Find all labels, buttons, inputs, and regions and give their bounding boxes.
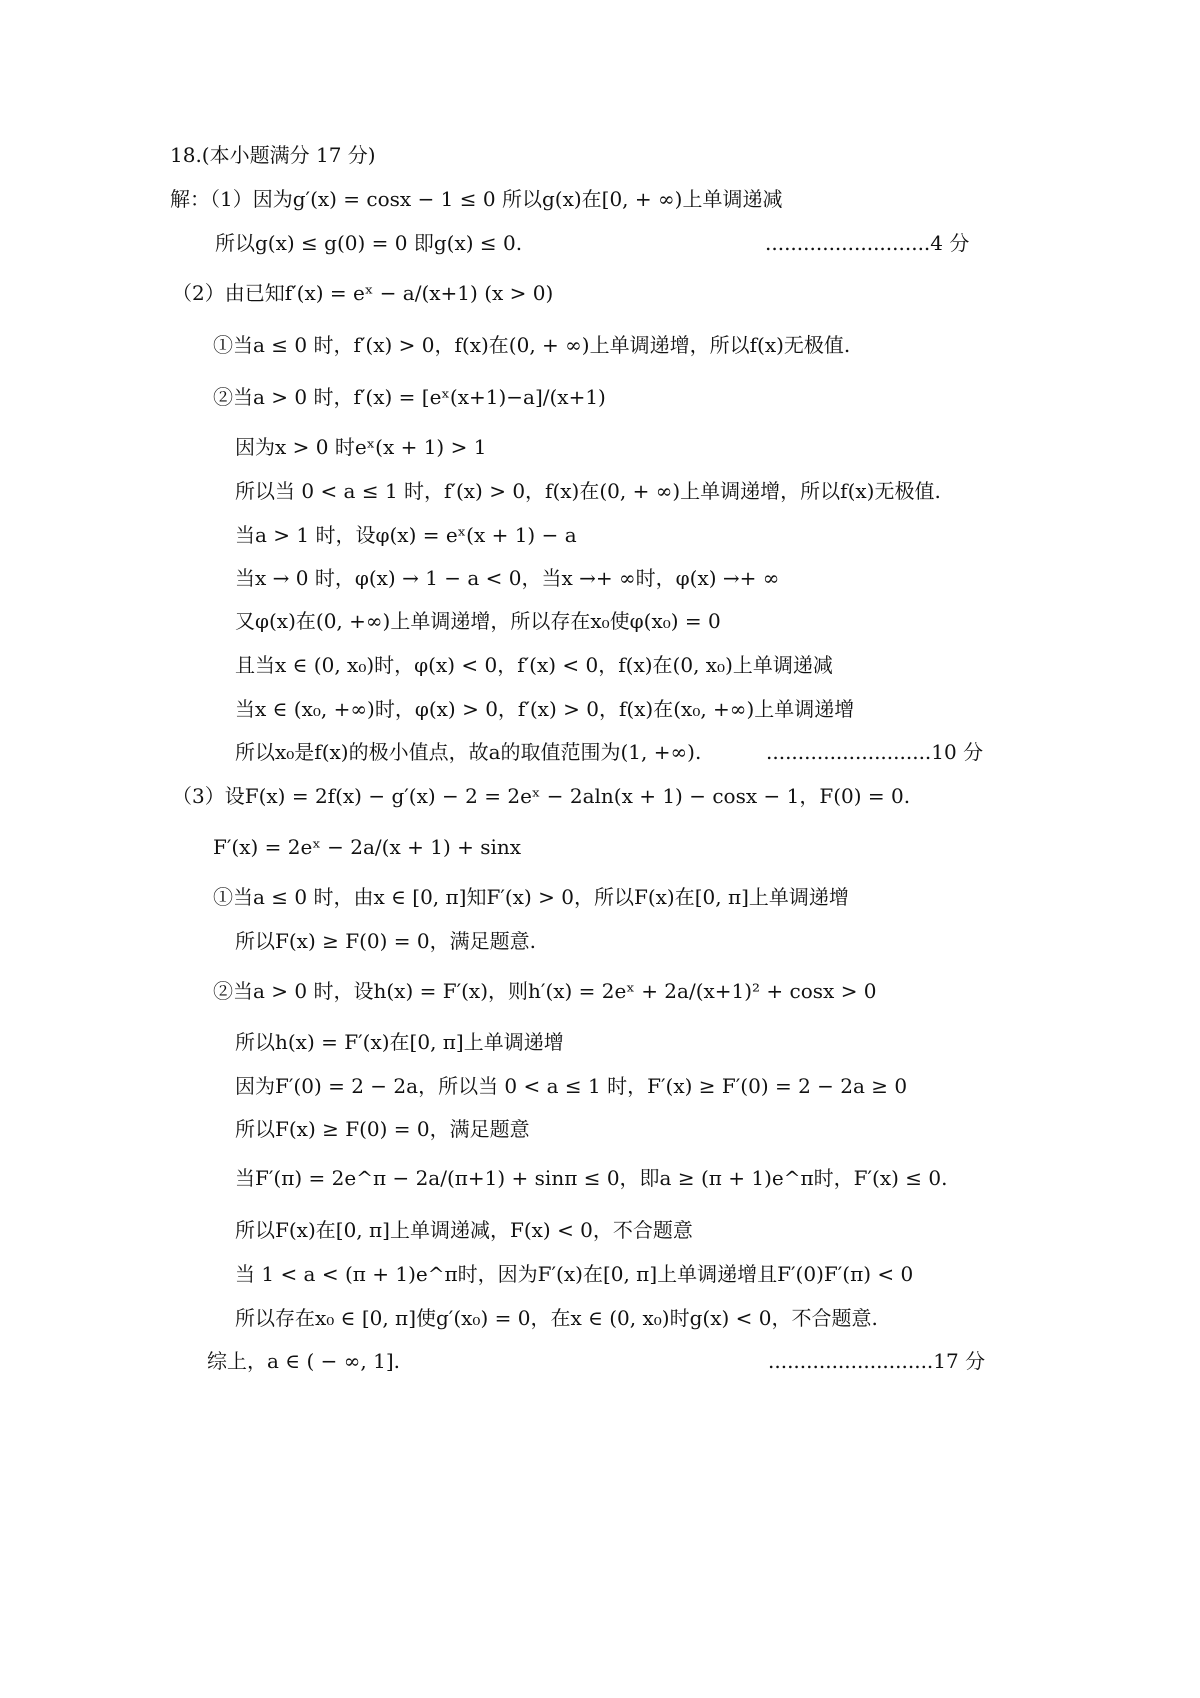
solution-line: 所以F(x) ≥ F(0) = 0，满足题意. bbox=[235, 929, 536, 953]
solution-line: ①当a ≤ 0 时，由x ∈ [0, π]知F′(x) > 0，所以F(x)在[0, π]上单调递增 bbox=[213, 885, 849, 909]
solution-line: F′(x) = 2eˣ − 2a/(x + 1) + sinx bbox=[213, 835, 522, 859]
solution-line: 因为x > 0 时eˣ(x + 1) > 1 bbox=[235, 435, 487, 459]
solution-line: 当x ∈ (x₀, +∞)时，φ(x) > 0，f′(x) > 0，f(x)在(x₀, +∞)上单调递增 bbox=[235, 697, 855, 721]
solution-line: 因为F′(0) = 2 − 2a，所以当 0 < a ≤ 1 时，F′(x) ≥ F′(0) = 2 − 2a ≥ 0 bbox=[235, 1074, 908, 1098]
solution-line: ②当a > 0 时，f′(x) = [eˣ(x+1)−a]/(x+1) bbox=[213, 385, 606, 409]
solution-line: 所以F(x)在[0, π]上单调递减，F(x) < 0，不合题意 bbox=[235, 1218, 693, 1242]
solution-line: 所以x₀是f(x)的极小值点，故a的取值范围为(1, +∞). bbox=[235, 740, 702, 764]
solution-line: （2）由已知f′(x) = eˣ − a/(x+1) (x > 0) bbox=[172, 281, 554, 305]
solution-line: 当x → 0 时，φ(x) → 1 − a < 0，当x →+ ∞时，φ(x) →+ ∞ bbox=[235, 566, 780, 590]
solution-line: 当a > 1 时，设φ(x) = eˣ(x + 1) − a bbox=[235, 523, 577, 547]
solution-line: 且当x ∈ (0, x₀)时，φ(x) < 0，f′(x) < 0，f(x)在(0, x₀)上单调递减 bbox=[235, 653, 833, 677]
solution-line: 所以当 0 < a ≤ 1 时，f′(x) > 0，f(x)在(0, + ∞)上单调递增，所以f(x)无极值. bbox=[235, 479, 941, 503]
solution-line: ②当a > 0 时，设h(x) = F′(x)，则h′(x) = 2eˣ + 2a/(x+1)² + cosx > 0 bbox=[213, 979, 877, 1003]
solution-line: 当F′(π) = 2e^π − 2a/(π+1) + sinπ ≤ 0，即a ≥ (π + 1)e^π时，F′(x) ≤ 0. bbox=[235, 1166, 948, 1190]
score-marker: ..........................4 分 bbox=[765, 231, 970, 255]
solution-line: 解：（1）因为g′(x) = cosx − 1 ≤ 0 所以g(x)在[0, + ∞)上单调递减 bbox=[170, 187, 783, 211]
solution-line: 所以F(x) ≥ F(0) = 0，满足题意 bbox=[235, 1117, 530, 1141]
problem-title: 18.(本小题满分 17 分) bbox=[170, 143, 376, 167]
solution-line: 所以g(x) ≤ g(0) = 0 即g(x) ≤ 0. bbox=[215, 231, 523, 255]
solution-line: 当 1 < a < (π + 1)e^π时，因为F′(x)在[0, π]上单调递增且F′(0)F′(π) < 0 bbox=[235, 1262, 914, 1286]
score-marker: ..........................10 分 bbox=[766, 740, 984, 764]
solution-line: （3）设F(x) = 2f(x) − g′(x) − 2 = 2eˣ − 2aln(x + 1) − cosx − 1，F(0) = 0. bbox=[172, 784, 911, 808]
solution-line: 所以存在x₀ ∈ [0, π]使g′(x₀) = 0，在x ∈ (0, x₀)时g(x) < 0，不合题意. bbox=[235, 1306, 878, 1330]
solution-line: 又φ(x)在(0, +∞)上单调递增，所以存在x₀使φ(x₀) = 0 bbox=[235, 609, 721, 633]
solution-line: 所以h(x) = F′(x)在[0, π]上单调递增 bbox=[235, 1030, 564, 1054]
score-marker: ..........................17 分 bbox=[768, 1349, 986, 1373]
solution-line: ①当a ≤ 0 时，f′(x) > 0，f(x)在(0, + ∞)上单调递增，所以f(x)无极值. bbox=[213, 333, 851, 357]
solution-line: 综上，a ∈ ( − ∞, 1]. bbox=[207, 1349, 400, 1373]
